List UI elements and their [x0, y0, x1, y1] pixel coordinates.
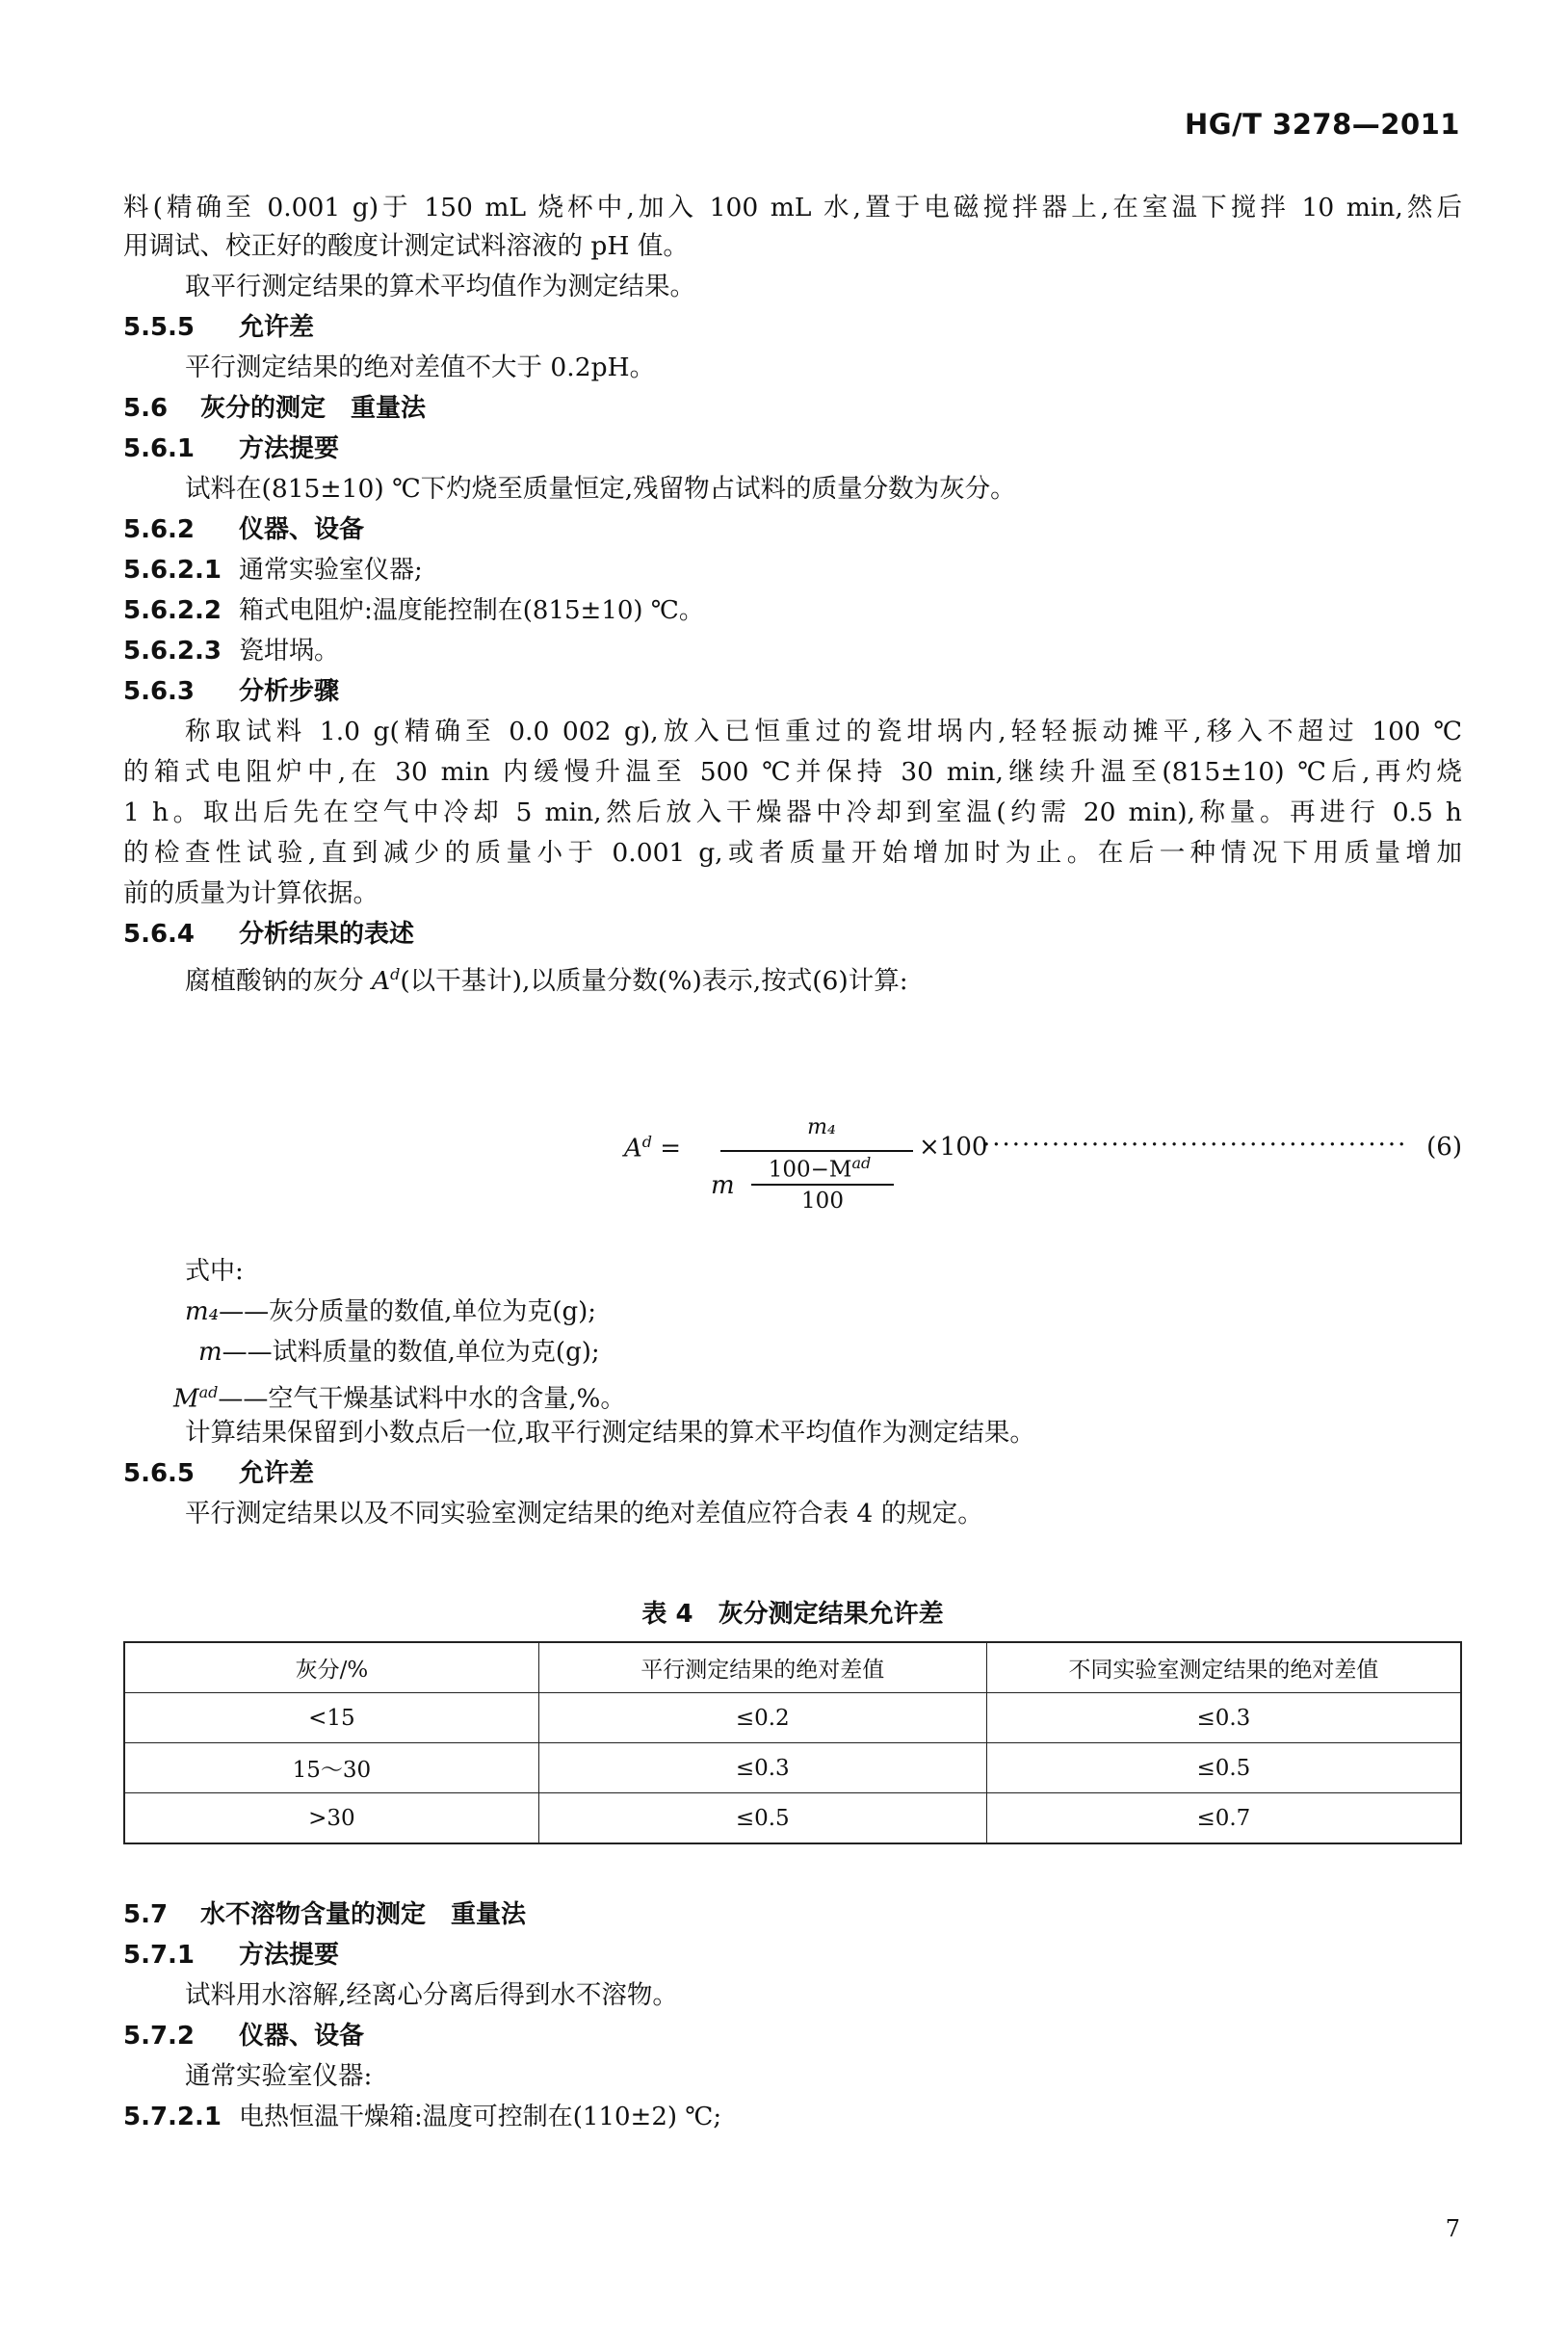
section-number: 5.6: [123, 394, 169, 423]
section-heading-5-7-2: [123, 2017, 364, 2055]
paragraph-line: 的检查性试验,直到减少的质量小于 0.001 g,或者质量开始增加时为止。在后一种情况下用质量增加: [123, 838, 1462, 868]
where-item: [198, 1333, 600, 1372]
formula-superscript: ad: [851, 1154, 872, 1172]
where-label: 式中:: [185, 1257, 244, 1286]
where-symbol: M: [173, 1384, 199, 1414]
section-number: 5.7: [123, 1900, 169, 1929]
section-heading-5-5-5: [123, 308, 314, 347]
where-item: [173, 1373, 625, 1419]
section-number: 5.6.1: [123, 434, 196, 463]
section-heading-5-6: [123, 389, 426, 428]
paragraph-line: 取平行测定结果的算术平均值作为测定结果。: [185, 272, 695, 301]
section-number: 5.7.1: [123, 1941, 196, 1970]
item-text: 电热恒温干燥箱:温度可控制在(110±2) ℃;: [239, 2103, 722, 2131]
item-text: 瓷坩埚。: [239, 637, 340, 666]
paragraph-line: 试料在(815±10) ℃下灼烧至质量恒定,残留物占试料的质量分数为灰分。: [185, 474, 1016, 504]
item-5-6-2-3: [123, 632, 339, 670]
paragraph-line: [185, 955, 1462, 1001]
section-heading-5-6-4: [123, 915, 414, 954]
symbol-superscript: d: [390, 965, 401, 983]
formula-numerator: m₄: [807, 1115, 836, 1139]
formula-superscript: d: [641, 1133, 653, 1151]
section-number: 5.5.5: [123, 313, 196, 342]
formula-equals: =: [652, 1134, 682, 1163]
text-run: 腐植酸钠的灰分: [185, 965, 372, 996]
section-number: 5.6.2.3: [123, 637, 222, 666]
section-title: 允许差: [239, 1459, 315, 1488]
item-text: 箱式电阻炉:温度能控制在(815±10) ℃。: [239, 596, 704, 625]
table-row: [124, 1793, 1461, 1844]
section-title: 分析结果的表述: [239, 920, 415, 949]
formula-leader-dots: ···········································: [982, 1131, 1408, 1160]
formula-text: 100−M: [768, 1157, 852, 1183]
fraction-bar: [751, 1184, 894, 1186]
item-5-7-2-1: [123, 2098, 721, 2136]
section-number: 5.7.2: [123, 2022, 196, 2051]
section-number: 5.6.2.2: [123, 596, 222, 625]
table-row: [124, 1743, 1461, 1793]
section-heading-5-7-1: [123, 1936, 339, 1974]
section-number: 5.6.2.1: [123, 556, 222, 585]
formula-symbol: A: [624, 1134, 642, 1163]
section-number: 5.7.2.1: [123, 2103, 222, 2131]
section-title: 分析步骤: [239, 677, 340, 706]
table-cell: ≤0.3: [986, 1693, 1461, 1743]
table-cell: ≤0.5: [986, 1743, 1461, 1793]
table-cell: <15: [124, 1693, 538, 1743]
where-superscript: ad: [198, 1383, 219, 1401]
paragraph-line: 通常实验室仪器:: [185, 2061, 373, 2091]
table-header-row: [124, 1642, 1461, 1693]
symbol-A: A: [371, 965, 391, 996]
page-number: 7: [1445, 2215, 1460, 2242]
paragraph-line: 平行测定结果的绝对差值不大于 0.2pH。: [185, 353, 656, 382]
where-item: [185, 1293, 596, 1331]
paragraph-line: 称取试料 1.0 g(精确至 0.0 002 g),放入已恒重过的瓷坩埚内,轻轻振动摊平,移入不超过 100 ℃: [185, 717, 1462, 746]
item-5-6-2-2: [123, 591, 704, 630]
table-4: [123, 1641, 1462, 1844]
formula-multiplier: ×100: [919, 1133, 988, 1162]
section-title: 仪器、设备: [239, 2022, 365, 2051]
where-text: ——试料质量的数值,单位为克(g);: [222, 1338, 600, 1367]
table-header-cell: 不同实验室测定结果的绝对差值: [986, 1642, 1461, 1693]
section-heading-5-7: [123, 1895, 526, 1934]
paragraph-line: 计算结果保留到小数点后一位,取平行测定结果的算术平均值作为测定结果。: [185, 1418, 1035, 1448]
table-cell: ≤0.2: [538, 1693, 986, 1743]
section-title: 允许差: [239, 313, 315, 342]
table-4-title: 表 4 灰分测定结果允许差: [641, 1600, 944, 1629]
section-title: 灰分的测定 重量法: [200, 394, 427, 423]
table-cell: >30: [124, 1793, 538, 1844]
where-symbol: m₄: [185, 1297, 220, 1326]
text-run: (以干基计),以质量分数(%)表示,按式(6)计算:: [400, 965, 908, 996]
section-heading-5-6-5: [123, 1454, 314, 1493]
section-heading-5-6-2: [123, 510, 364, 549]
section-number: 5.6.2: [123, 515, 196, 544]
paragraph-line: 1 h。取出后先在空气中冷却 5 min,然后放入干燥器中冷却到室温(约需 20 min),称量。再进行 0.5 h: [123, 797, 1462, 827]
paragraph-line: 前的质量为计算依据。: [123, 878, 379, 908]
table-cell: ≤0.7: [986, 1793, 1461, 1844]
fraction-bar: [720, 1150, 913, 1152]
paragraph-line: 料(精确至 0.001 g)于 150 mL 烧杯中,加入 100 mL 水,置于电磁搅拌器上,在室温下搅拌 10 min,然后: [123, 193, 1462, 222]
formula-6: [624, 1115, 1462, 1221]
formula-inner-numerator: [747, 1154, 892, 1183]
formula-lhs: [624, 1133, 681, 1163]
section-title: 仪器、设备: [239, 515, 365, 544]
table-cell: 15～30: [124, 1743, 538, 1793]
section-number: 5.6.4: [123, 920, 196, 949]
table-cell: ≤0.3: [538, 1743, 986, 1793]
paragraph-line: 用调试、校正好的酸度计测定试料溶液的 pH 值。: [123, 231, 689, 261]
section-number: 5.6.5: [123, 1459, 196, 1488]
section-title: 方法提要: [239, 1941, 340, 1970]
section-title: 方法提要: [239, 434, 340, 463]
equation-number: (6): [1426, 1133, 1462, 1162]
item-text: 通常实验室仪器;: [239, 556, 423, 585]
formula-inner-denominator: 100: [801, 1189, 844, 1214]
where-symbol: m: [198, 1338, 222, 1367]
formula-denominator-m: m: [711, 1171, 735, 1200]
where-text: ——空气干燥基试料中水的含量,%。: [218, 1384, 626, 1414]
table-header-cell: 平行测定结果的绝对差值: [538, 1642, 986, 1693]
section-heading-5-6-1: [123, 430, 339, 468]
table-row: [124, 1693, 1461, 1743]
item-5-6-2-1: [123, 551, 423, 589]
paragraph-line: 试料用水溶解,经离心分离后得到水不溶物。: [185, 1980, 678, 2010]
paragraph-line: 的箱式电阻炉中,在 30 min 内缓慢升温至 500 ℃并保持 30 min,继续升温至(815±10) ℃后,再灼烧: [123, 757, 1462, 787]
table-cell: ≤0.5: [538, 1793, 986, 1844]
section-heading-5-6-3: [123, 672, 339, 711]
section-title: 水不溶物含量的测定 重量法: [200, 1900, 527, 1929]
table-header-cell: 灰分/%: [124, 1642, 538, 1693]
section-number: 5.6.3: [123, 677, 196, 706]
standard-number: HG/T 3278—2011: [1185, 108, 1460, 141]
where-text: ——灰分质量的数值,单位为克(g);: [219, 1297, 597, 1326]
paragraph-line: 平行测定结果以及不同实验室测定结果的绝对差值应符合表 4 的规定。: [185, 1499, 983, 1529]
